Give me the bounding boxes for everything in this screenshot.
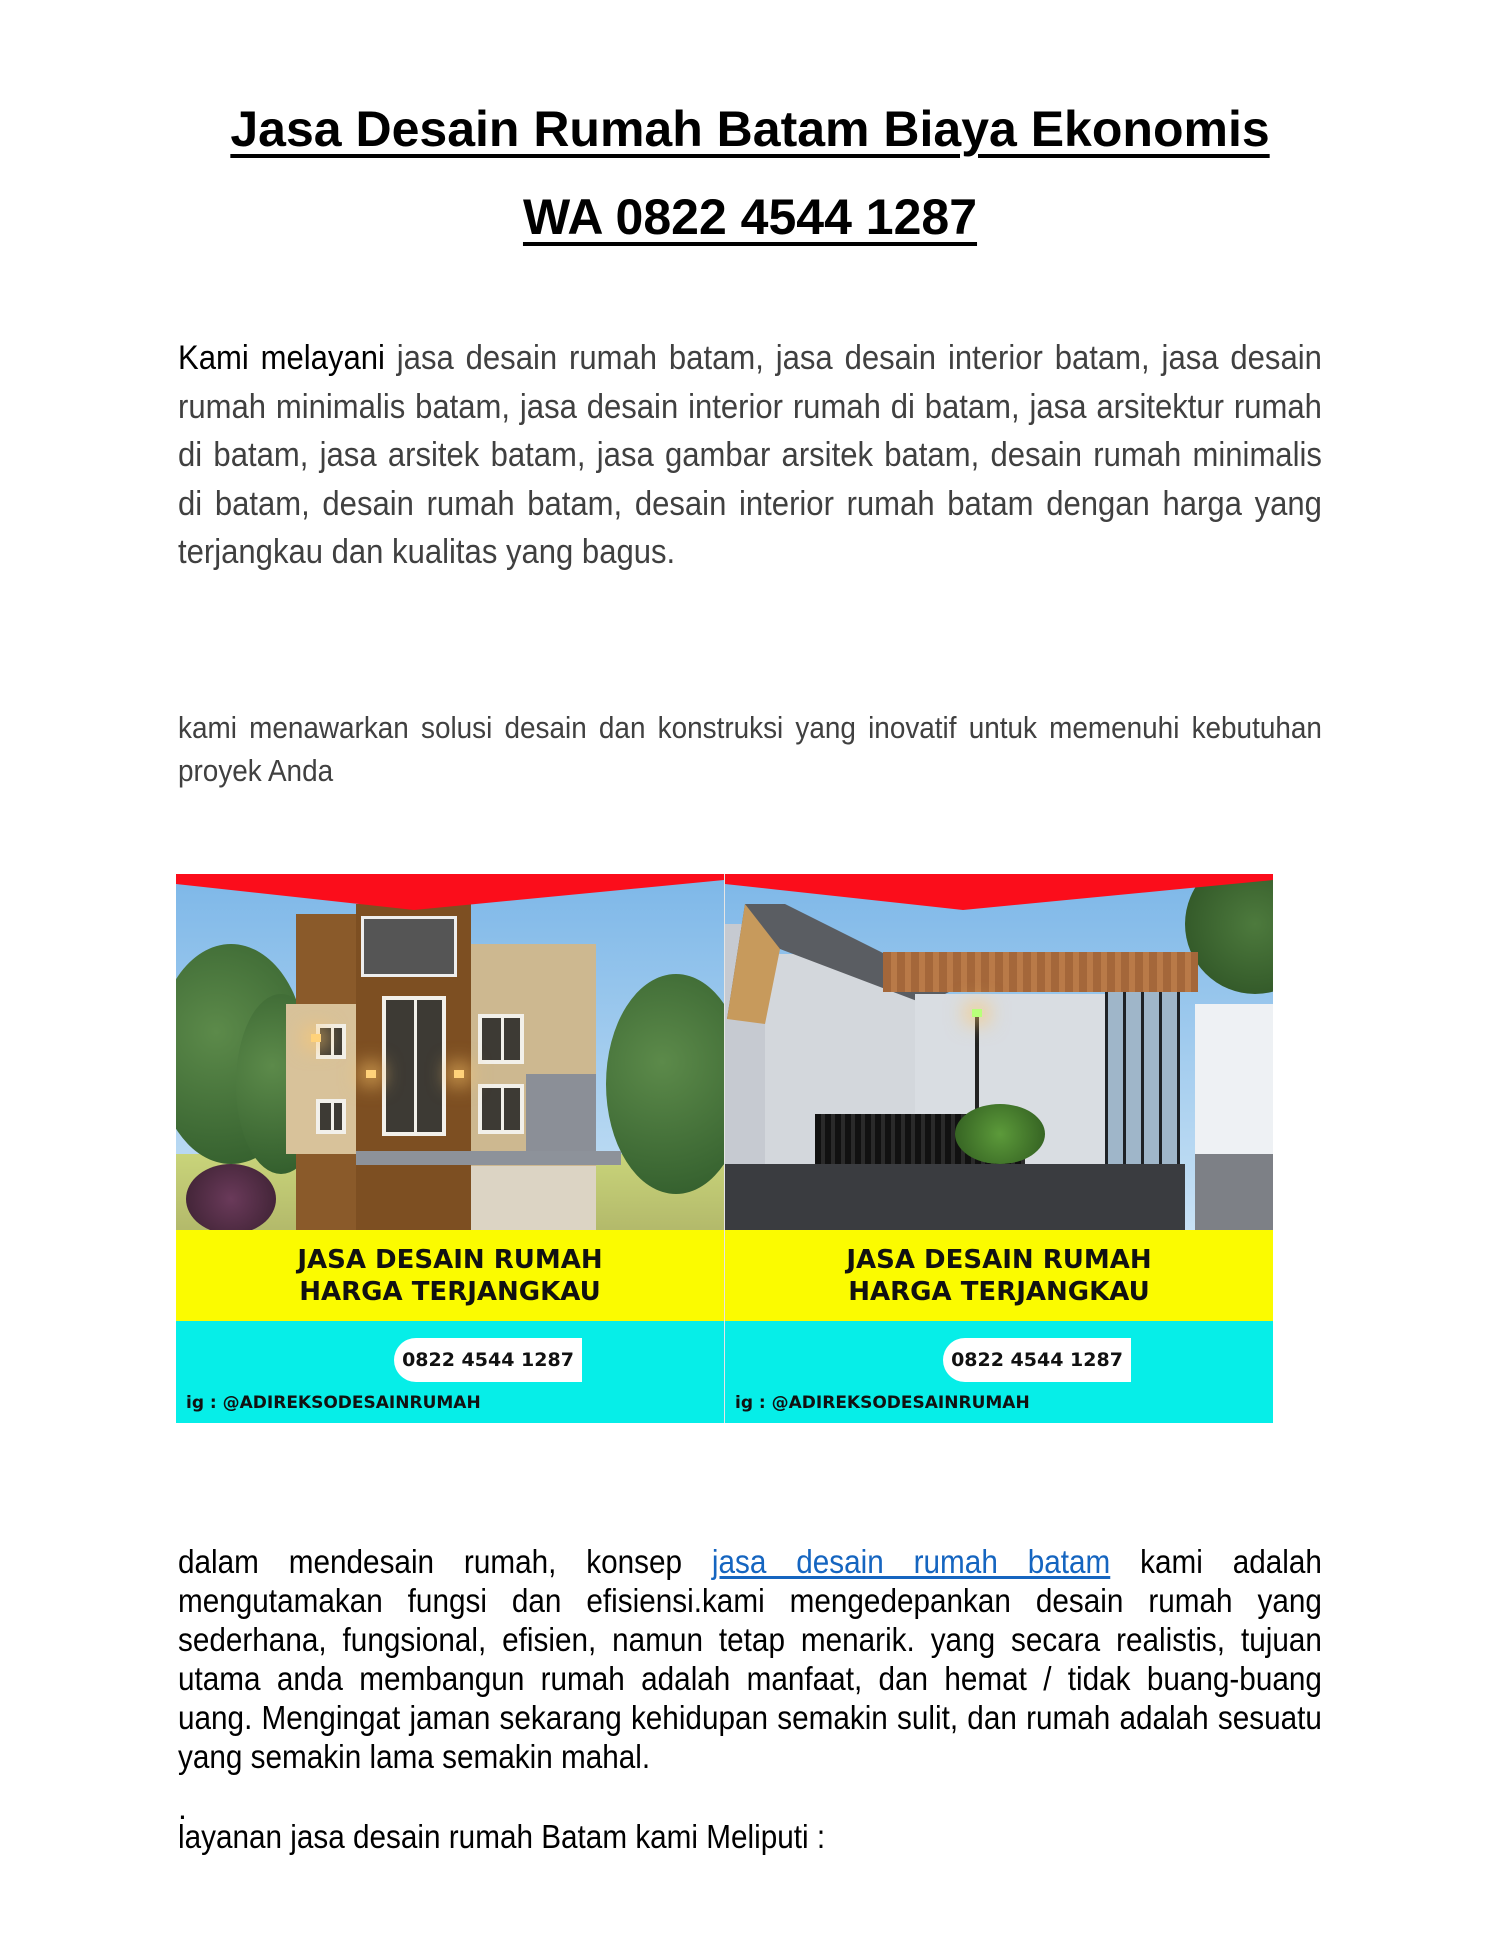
intro-paragraph [178, 334, 1322, 577]
jasa-desain-rumah-batam-link[interactable]: jasa desain rumah batam [711, 1543, 1111, 1580]
window [478, 1014, 524, 1064]
glass-wall [1105, 992, 1180, 1172]
balcony [361, 916, 457, 977]
wall-lamp [454, 1070, 464, 1078]
intro-lead: Kami melayani [178, 339, 385, 377]
red-banner-shape [725, 874, 1273, 914]
canopy [356, 1151, 621, 1165]
concept-paragraph [178, 1542, 1322, 1776]
ad-instagram-handle: ig : @ADIREKSODESAINRUMAH [186, 1393, 481, 1413]
red-banner-shape [176, 874, 724, 914]
ad-headline-1: JASA DESAIN RUMAH [297, 1245, 603, 1275]
window [316, 1099, 346, 1134]
ad-phone-badge: 0822 4544 1287 [943, 1338, 1131, 1382]
concept-text-after: kami adalah mengutamakan fungsi dan efisiensi.kami mengedepankan desain rumah yang sederhana, fungsional, efisien, namun tetap menarik. yang secara realistis, tujuan utama anda membangun rumah adalah manfaat, dan hemat / tidak buang-buang uang. Mengingat jaman sekarang kehidupan semakin sulit, dan rumah adalah sesuatu yang semakin lama semakin mahal. [178, 1543, 1322, 1775]
garden-lamp [972, 1009, 982, 1017]
document-title [0, 100, 1500, 158]
plant [955, 1104, 1045, 1164]
separator-dot: . [178, 1790, 187, 1826]
ad-headline-2: HARGA TERJANGKAU [848, 1277, 1150, 1307]
ad-contact-band [176, 1321, 724, 1423]
document-subtitle-phone [0, 188, 1500, 246]
shrub [186, 1164, 276, 1234]
tall-window [382, 996, 446, 1136]
ad-headline-band [176, 1230, 724, 1321]
ad-headline-band [725, 1230, 1273, 1321]
title-line-2: WA 0822 4544 1287 [522, 189, 978, 245]
services-list-intro: layanan jasa desain rumah Batam kami Meliputi : [178, 1818, 826, 1855]
wall-lamp [311, 1034, 321, 1042]
ad-instagram-handle: ig : @ADIREKSODESAINRUMAH [735, 1393, 1030, 1413]
wood-fascia [883, 952, 1198, 992]
wall-lamp [366, 1070, 376, 1078]
ad-phone-badge: 0822 4544 1287 [394, 1338, 582, 1382]
title-line-1: Jasa Desain Rumah Batam Biaya Ekonomis [230, 101, 1270, 157]
shop-front [471, 1166, 596, 1231]
ad-headline-2: HARGA TERJANGKAU [299, 1277, 601, 1307]
window [478, 1084, 524, 1134]
ad-contact-band [725, 1321, 1273, 1423]
walkway [1195, 1154, 1273, 1234]
ad-headline-1: JASA DESAIN RUMAH [846, 1245, 1152, 1275]
ground-steps [725, 1164, 1185, 1234]
ad-image-house-2 [724, 874, 1273, 1423]
concept-text-before: dalam mendesain rumah, konsep [178, 1543, 712, 1580]
garage-shutter [526, 1074, 596, 1154]
background-building [1195, 1004, 1273, 1154]
ad-image-house-1 [176, 874, 724, 1423]
offer-paragraph: kami menawarkan solusi desain dan konstruksi yang inovatif untuk memenuhi kebutuhan proyek Anda [178, 710, 1322, 788]
intro-text: jasa desain rumah batam, jasa desain interior batam, jasa desain rumah minimalis batam, jasa desain interior rumah di batam, jasa arsitektur rumah di batam, jasa arsitek batam, jasa gambar arsitek batam, desain rumah minimalis di batam, desain rumah batam, desain interior rumah batam dengan harga yang terjangkau dan kualitas yang bagus. [178, 339, 1322, 571]
